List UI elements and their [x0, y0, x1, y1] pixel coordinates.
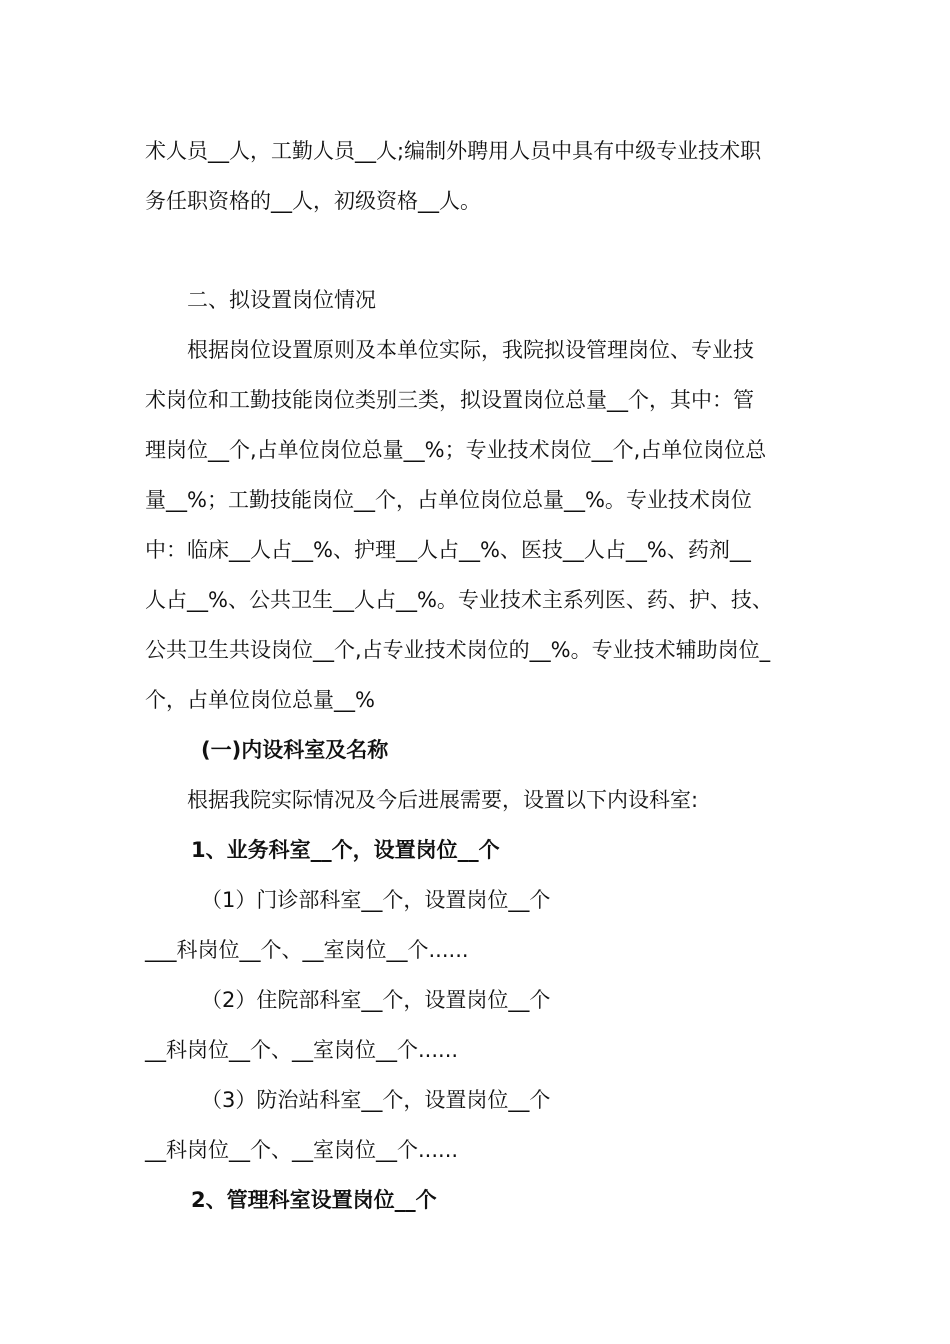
paragraph-line: 术岗位和工勤技能岗位类别三类，拟设置岗位总量__个，其中：管 [145, 388, 754, 412]
paragraph-line: 根据岗位设置原则及本单位实际，我院拟设管理岗位、专业技 [187, 338, 754, 362]
sub-item-detail: __科岗位__个、__室岗位__个...... [145, 1038, 459, 1062]
item-heading: 2、管理科室设置岗位__个 [191, 1188, 437, 1212]
sub-item-detail: ___科岗位__个、__室岗位__个...... [145, 938, 469, 962]
subsection-heading: (一)内设科室及名称 [201, 738, 389, 762]
sub-item: （3）防治站科室__个，设置岗位__个 [201, 1088, 551, 1112]
paragraph-line: 公共卫生共设岗位__个,占专业技术岗位的__%。专业技术辅助岗位_ [145, 638, 771, 662]
paragraph-line: 中：临床__人占__%、护理__人占__%、医技__人占__%、药剂__ [145, 538, 751, 562]
paragraph-line: 理岗位__个,占单位岗位总量__%；专业技术岗位__个,占单位岗位总 [145, 438, 767, 462]
paragraph-line: 术人员__人，工勤人员__人;编制外聘用人员中具有中级专业技术职 [145, 139, 762, 163]
paragraph-line: 个，占单位岗位总量__% [145, 688, 375, 712]
sub-item: （2）住院部科室__个，设置岗位__个 [201, 988, 551, 1012]
section-heading: 二、拟设置岗位情况 [187, 288, 376, 312]
sub-item-detail: __科岗位__个、__室岗位__个...... [145, 1138, 459, 1162]
item-heading: 1、业务科室__个，设置岗位__个 [191, 838, 500, 862]
paragraph-line: 务任职资格的__人，初级资格__人。 [145, 189, 481, 213]
sub-item: （1）门诊部科室__个，设置岗位__个 [201, 888, 551, 912]
paragraph-line: 量__%；工勤技能岗位__个，占单位岗位总量__%。专业技术岗位 [145, 488, 752, 512]
paragraph-line: 根据我院实际情况及今后进展需要，设置以下内设科室: [187, 788, 699, 812]
paragraph-line: 人占__%、公共卫生__人占__%。专业技术主系列医、药、护、技、 [145, 588, 773, 612]
